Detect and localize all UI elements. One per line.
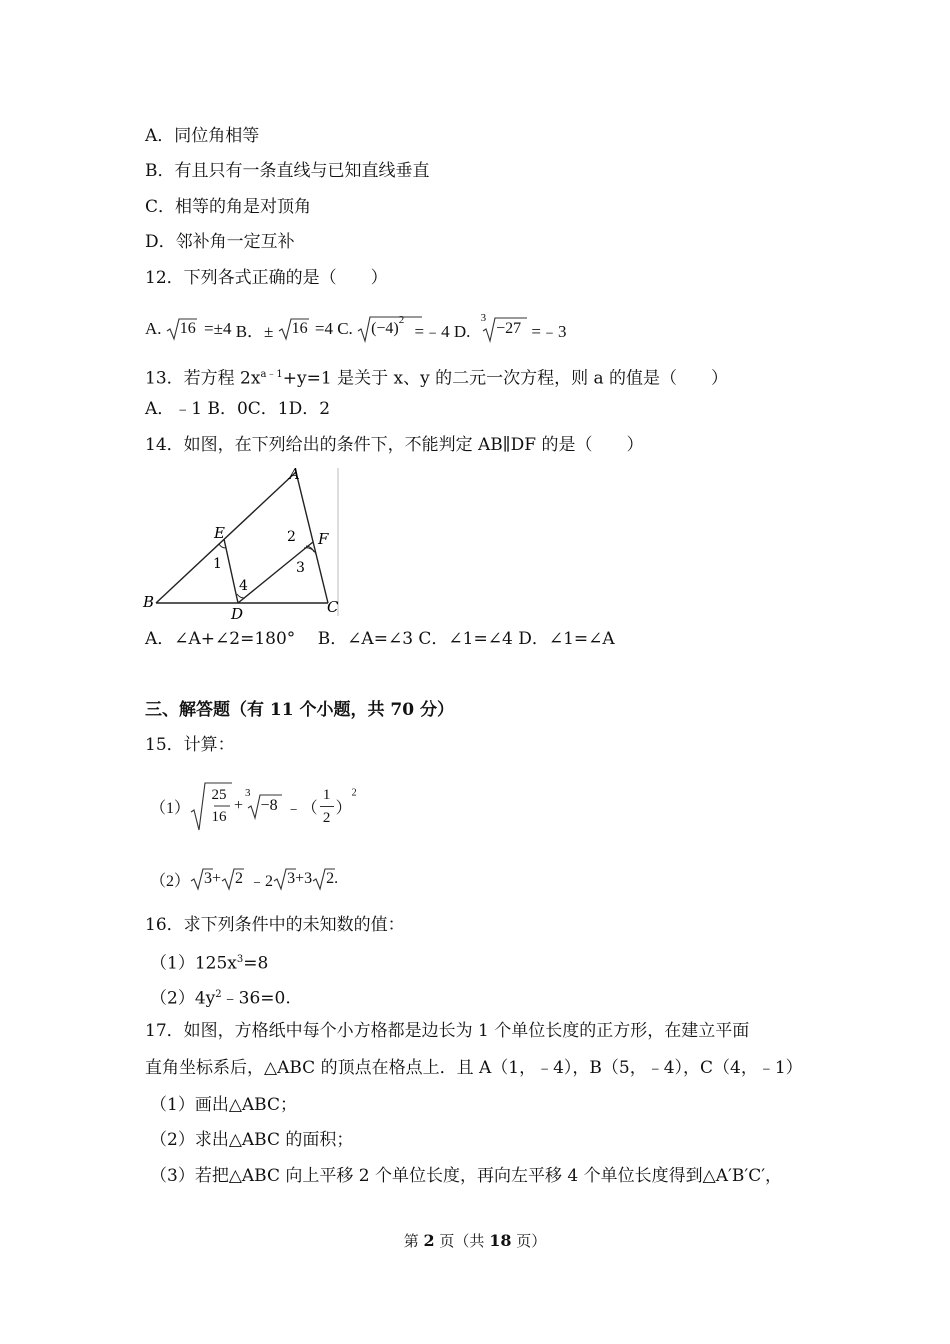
q12-b-rest: =4 C. bbox=[314, 319, 353, 339]
q12-c-rest: =﹣4 D. bbox=[414, 321, 471, 341]
q15-stem: 15．计算： bbox=[145, 735, 235, 755]
q15-p1-label: （1） bbox=[150, 799, 191, 817]
q16-stem: 16．求下列条件中的未知数的值： bbox=[145, 915, 405, 935]
q15-p1-plus: + bbox=[234, 797, 244, 814]
q12-a-rest: =±4 bbox=[204, 319, 232, 339]
q13-options: A．﹣1 B．0C．1D．2 bbox=[145, 399, 331, 419]
label-f: F bbox=[318, 530, 329, 548]
q11-option-d: D．邻补角一定互补 bbox=[145, 232, 295, 252]
q12-stem: 12．下列各式正确的是（ ） bbox=[145, 268, 388, 288]
q16-part2 bbox=[150, 984, 291, 1010]
q15-p2-plus2: +3 bbox=[295, 870, 313, 887]
footer-pre: 第 bbox=[403, 1232, 424, 1250]
footer-mid: 页（共 bbox=[434, 1232, 490, 1250]
q15-p2-r4: 2 bbox=[326, 870, 335, 887]
q12-d-rest: =﹣3 bbox=[531, 321, 567, 341]
footer-total-pages: 18 bbox=[489, 1231, 512, 1250]
q11-option-a: A．同位角相等 bbox=[145, 126, 260, 146]
q16-p2-post: ﹣36=0. bbox=[221, 988, 291, 1009]
label-angle-1: 1 bbox=[213, 556, 222, 572]
q13-stem-pre: 13．若方程 2x bbox=[145, 368, 261, 389]
q16-p1-pre: （1）125x bbox=[150, 953, 237, 974]
q12-b-radicand: 16 bbox=[291, 320, 308, 338]
label-c: C bbox=[327, 598, 339, 616]
q17-part3: （3）若把△ABC 向上平移 2 个单位长度，再向左平移 4 个单位长度得到△A′B′C′， bbox=[150, 1166, 783, 1186]
q15-p2-r1: 3 bbox=[204, 870, 213, 887]
page-footer bbox=[0, 1230, 950, 1251]
q17-part1: （1）画出△ABC； bbox=[150, 1095, 297, 1115]
q12-c-radicand: (−4) bbox=[371, 320, 399, 338]
segment-ed bbox=[224, 539, 238, 603]
q12-d-radicand: −27 bbox=[496, 320, 522, 338]
q12-options bbox=[145, 312, 567, 344]
label-e: E bbox=[214, 524, 225, 542]
q17-line1: 17．如图，方格纸中每个小方格都是边长为 1 个单位长度的正方形，在建立平面 bbox=[145, 1021, 750, 1041]
q15-p2-label: （2） bbox=[150, 872, 191, 890]
q11-option-c: C．相等的角是对顶角 bbox=[145, 197, 312, 217]
q13-exponent: a﹣1 bbox=[260, 369, 283, 380]
q15-p2-minus: ﹣2 bbox=[249, 872, 274, 890]
label-angle-3: 3 bbox=[296, 560, 305, 576]
q17-line2: 直角坐标系后，△ABC 的顶点在格点上．且 A（1，﹣4），B（5，﹣4），C（4，﹣1） bbox=[145, 1058, 803, 1078]
q15-p1-close: ） bbox=[335, 799, 352, 817]
q15-p1-frac-num: 1 bbox=[320, 784, 334, 807]
q15-p1-cube-index: 3 bbox=[245, 786, 251, 799]
q15-p2-end: . bbox=[334, 870, 339, 887]
q17-part2: （2）求出△ABC 的面积； bbox=[150, 1130, 354, 1150]
label-b: B bbox=[143, 593, 155, 611]
q12-d-index: 3 bbox=[480, 312, 487, 324]
section-title: 三、解答题（有 11 个小题，共 70 分） bbox=[145, 700, 454, 720]
q15-p1-denominator: 16 bbox=[211, 809, 227, 825]
q15-p1-minus: ﹣（ bbox=[285, 799, 318, 817]
q16-p2-sup: 2 bbox=[215, 989, 222, 1000]
q15-p2-plus1: + bbox=[212, 870, 222, 887]
q11-option-b: B．有且只有一条直线与已知直线垂直 bbox=[145, 161, 430, 181]
q12-a-label: A. bbox=[145, 319, 162, 339]
q16-p1-post: =8 bbox=[243, 953, 269, 974]
label-angle-4: 4 bbox=[239, 578, 248, 594]
q13-stem bbox=[145, 364, 728, 390]
q14-options: A．∠A+∠2=180° B．∠A=∠3 C．∠1=∠4 D．∠1=∠A bbox=[145, 629, 615, 649]
q12-a-radicand: 16 bbox=[179, 320, 196, 338]
q15-p1-cube-radicand: −8 bbox=[260, 797, 278, 814]
label-a: A bbox=[289, 465, 300, 483]
q12-b-label: B．± bbox=[235, 321, 274, 341]
q16-p2-pre: （2）4y bbox=[150, 988, 216, 1009]
segment-ba bbox=[156, 472, 296, 603]
label-angle-2: 2 bbox=[287, 529, 296, 545]
q15-p1-numerator: 25 bbox=[211, 787, 227, 803]
q15-p2-r3: 3 bbox=[287, 870, 296, 887]
footer-post: 页） bbox=[511, 1232, 547, 1250]
q15-p1-frac-den: 2 bbox=[322, 809, 331, 826]
footer-page-number: 2 bbox=[423, 1231, 435, 1250]
q16-p1-sup: 3 bbox=[236, 954, 244, 965]
q14-stem: 14．如图，在下列给出的条件下，不能判定 AB∥DF 的是（ ） bbox=[145, 435, 644, 455]
q12-c-exp: 2 bbox=[398, 314, 405, 326]
q15-p2-r2: 2 bbox=[235, 870, 244, 887]
q16-part1 bbox=[150, 949, 268, 975]
q15-part2 bbox=[150, 866, 338, 892]
q15-p1-exp: 2 bbox=[351, 787, 357, 799]
q15-part1 bbox=[150, 780, 357, 832]
label-d: D bbox=[231, 605, 244, 622]
q13-stem-post: +y=1 是关于 x、y 的二元一次方程，则 a 的值是（ ） bbox=[282, 368, 729, 389]
q14-figure bbox=[140, 462, 350, 622]
